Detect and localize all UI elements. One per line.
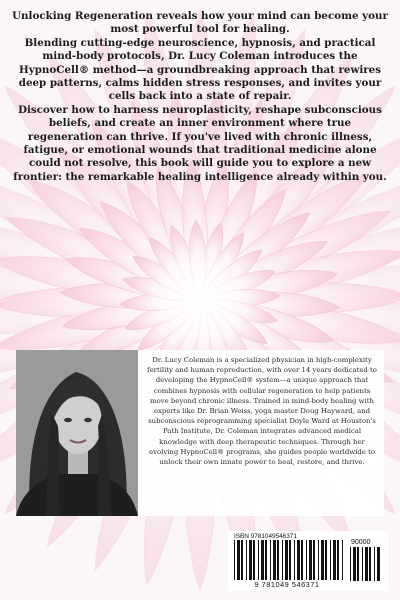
barcode-bar [369, 547, 371, 581]
barcode-bar [297, 540, 300, 580]
barcode-bar [249, 540, 252, 580]
isbn-digits: 9 781049 546371 [254, 580, 320, 589]
price-bars [350, 547, 382, 581]
barcode-bar [289, 540, 291, 580]
author-photo [16, 350, 138, 516]
barcode-bar [350, 547, 351, 581]
back-cover-blurb [12, 10, 388, 184]
price-code: 90000 [351, 539, 371, 546]
barcode-bar [258, 540, 259, 580]
barcode-bar [377, 547, 380, 581]
barcode-bar [282, 540, 283, 580]
blurb-paragraph-2: Blending cutting-edge neuroscience, hypnosis, and practical mind-body protocols, Dr. Lucy Coleman introduces the HypnoCell® method—a groundbreaking approach that rewires deep patterns, calms hidden stress responses, and invites your cells back into a state of repair. [18, 36, 382, 103]
blurb-paragraph-3: Discover how to harness neuroplasticity, reshape subconscious beliefs, and create an inner environment where true regeneration can thrive. If you've lived with chronic illness, fatigue, or emotional wounds that traditional medicine alone could not resolve, this book will guide you to explore a new frontier: the remarkable healing intelligence already within you. [13, 103, 387, 183]
barcode [228, 531, 388, 591]
isbn-bars [234, 540, 346, 580]
barcode-bar [321, 540, 324, 580]
barcode-bar [309, 540, 312, 580]
barcode-bar [365, 547, 368, 581]
barcode-bar [246, 540, 247, 580]
barcode-bar [253, 540, 255, 580]
barcode-bar [301, 540, 303, 580]
barcode-bar [318, 540, 319, 580]
barcode-bar [353, 547, 356, 581]
barcode-bar [374, 547, 375, 581]
barcode-bar [234, 540, 235, 580]
barcode-bar [241, 540, 243, 580]
author-bio-panel [16, 350, 384, 516]
barcode-bar [306, 540, 307, 580]
author-bio-text: Dr. Lucy Coleman is a specialized physician in high-complexity fertility and human reproduction, with over 14 years dedicated to developing the HypnoCell® system—a unique approach that combines hypnosis with cellular regeneration to help patients move beyond chronic illness. Trained in mind-body healing with experts like Dr. Brian Weiss, yoga master Doug Hayward, and subconscious reprogramming specialist Doyle Ward at Houston's Path Institute, Dr. Coleman integrates advanced medical knowledge with deep therapeutic techniques. Through her evolving HypnoCell® programs, she guides people worldwide to unlock their own innate power to heal, restore, and thrive. [147, 356, 377, 467]
barcode-bar [237, 540, 240, 580]
barcode-bar [342, 540, 343, 580]
barcode-bar [325, 540, 327, 580]
barcode-bar [333, 540, 336, 580]
blurb-paragraph-1: Unlocking Regeneration reveals how your mind can become your most powerful tool for healing. [12, 10, 388, 36]
barcode-bar [357, 547, 359, 581]
barcode-bar [265, 540, 267, 580]
barcode-bar [285, 540, 288, 580]
barcode-bar [277, 540, 279, 580]
barcode-bar [294, 540, 295, 580]
barcode-bar [313, 540, 315, 580]
barcode-bar [330, 540, 331, 580]
barcode-bar [270, 540, 271, 580]
barcode-bar [261, 540, 264, 580]
barcode-bar [337, 540, 339, 580]
isbn-label: ISBN 9781049546371 [234, 533, 297, 540]
barcode-bar [273, 540, 276, 580]
barcode-bar [362, 547, 363, 581]
